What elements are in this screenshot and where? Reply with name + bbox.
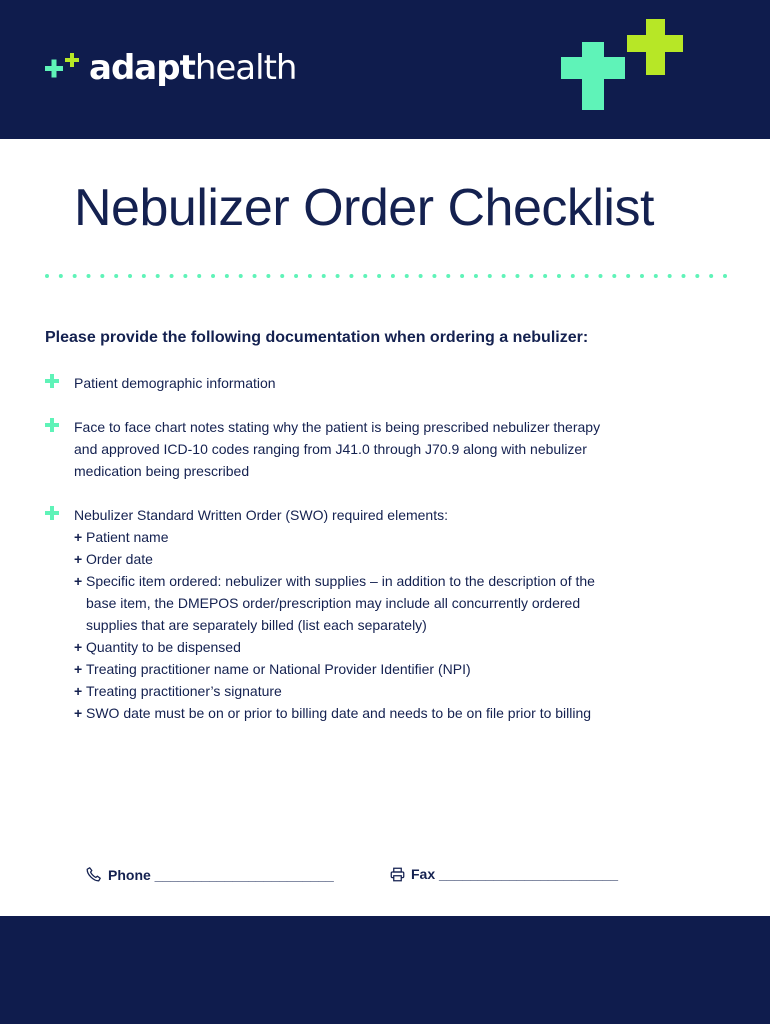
- divider-dot: [59, 274, 63, 278]
- divider-dot: [73, 274, 77, 278]
- phone-blank[interactable]: _______________________: [154, 866, 334, 883]
- text-line: base item, the DMEPOS order/prescription may include all concurrently ordered: [86, 595, 581, 611]
- dotted-divider: [45, 272, 727, 280]
- divider-dot: [446, 274, 450, 278]
- decorative-crosses-icon: [558, 16, 684, 112]
- sub-plus-icon: +: [74, 551, 83, 567]
- sub-plus-icon: +: [74, 573, 83, 589]
- checklist-item-text: [74, 416, 685, 482]
- fax-blank[interactable]: _______________________: [439, 866, 619, 882]
- footer-band: [0, 916, 770, 1024]
- divider-dot: [557, 274, 561, 278]
- divider-dot: [432, 274, 436, 278]
- divider-dot: [211, 274, 215, 278]
- divider-dot: [156, 274, 160, 278]
- divider-dot: [391, 274, 395, 278]
- divider-dot: [405, 274, 409, 278]
- divider-dot: [681, 274, 685, 278]
- divider-dot: [654, 274, 658, 278]
- list-item: [74, 570, 685, 636]
- checklist-item: [45, 416, 685, 482]
- logo-wordmark-bold: adapt: [89, 48, 195, 88]
- text-line: Specific item ordered: nebulizer with supplies – in addition to the description of the: [86, 573, 595, 589]
- sub-plus-icon: +: [74, 639, 83, 655]
- divider-dot: [170, 274, 174, 278]
- header-band: [0, 0, 770, 139]
- divider-dot: [308, 274, 312, 278]
- plus-icon: [45, 506, 59, 520]
- divider-dot: [266, 274, 270, 278]
- sub-plus-icon: +: [74, 705, 83, 721]
- divider-dot: [612, 274, 616, 278]
- fax-label: Fax: [411, 866, 436, 882]
- swo-heading: Nebulizer Standard Written Order (SWO) required elements:: [74, 507, 448, 523]
- divider-dot: [128, 274, 132, 278]
- divider-dot: [529, 274, 533, 278]
- text-line: Order date: [86, 551, 153, 567]
- divider-dot: [377, 274, 381, 278]
- plus-icon: [45, 374, 59, 388]
- divider-dot: [349, 274, 353, 278]
- divider-dot: [294, 274, 298, 278]
- list-item: [74, 548, 685, 570]
- checklist-item: [45, 372, 685, 394]
- page-title: Nebulizer Order Checklist: [74, 179, 654, 237]
- text-line: Treating practitioner name or National Provider Identifier (NPI): [86, 661, 471, 677]
- plus-icon: [45, 418, 59, 432]
- text-line: Patient name: [86, 529, 169, 545]
- text-line: Treating practitioner’s signature: [86, 683, 282, 699]
- divider-dot: [45, 274, 49, 278]
- adapthealth-logo: [45, 48, 296, 88]
- phone-field: [85, 866, 334, 883]
- divider-dot: [100, 274, 104, 278]
- intro-text: Please provide the following documentation when ordering a nebulizer:: [45, 329, 589, 346]
- divider-dot: [336, 274, 340, 278]
- list-item: [74, 526, 685, 548]
- divider-dot: [239, 274, 243, 278]
- phone-icon: [85, 866, 102, 883]
- checklist-item: [45, 504, 685, 724]
- divider-dot: [114, 274, 118, 278]
- divider-dot: [723, 274, 727, 278]
- printer-icon: [390, 867, 405, 882]
- divider-dot: [598, 274, 602, 278]
- divider-dot: [543, 274, 547, 278]
- divider-dot: [626, 274, 630, 278]
- divider-dot: [502, 274, 506, 278]
- sub-plus-icon: +: [74, 661, 83, 677]
- logo-wordmark-light: health: [194, 48, 297, 88]
- logo-wordmark: [89, 48, 296, 88]
- divider-dot: [695, 274, 699, 278]
- checklist-item-text: Patient demographic information: [74, 375, 276, 391]
- text-line: Quantity to be dispensed: [86, 639, 241, 655]
- divider-dot: [142, 274, 146, 278]
- phone-label: Phone: [108, 866, 151, 883]
- divider-dot: [640, 274, 644, 278]
- divider-dot: [363, 274, 367, 278]
- divider-dot: [322, 274, 326, 278]
- logo-crosses-icon: [45, 53, 83, 83]
- divider-dot: [668, 274, 672, 278]
- divider-dot: [253, 274, 257, 278]
- text-line: Face to face chart notes stating why the patient is being prescribed nebulizer therapy: [74, 419, 601, 435]
- divider-dot: [571, 274, 575, 278]
- divider-dot: [460, 274, 464, 278]
- checklist-item-text: [74, 504, 685, 724]
- divider-dot: [709, 274, 713, 278]
- divider-dot: [585, 274, 589, 278]
- divider-dot: [474, 274, 478, 278]
- list-item: [74, 636, 685, 658]
- list-item: [74, 658, 685, 680]
- fax-field: [390, 866, 618, 882]
- divider-dot: [515, 274, 519, 278]
- text-line: and approved ICD-10 codes ranging from J41.0 through J70.9 along with nebulizer: [74, 441, 587, 457]
- divider-dot: [488, 274, 492, 278]
- list-item: [74, 702, 685, 724]
- divider-dot: [183, 274, 187, 278]
- divider-dot: [280, 274, 284, 278]
- divider-dot: [419, 274, 423, 278]
- divider-dot: [87, 274, 91, 278]
- divider-dot: [225, 274, 229, 278]
- swo-elements-list: [74, 526, 685, 724]
- list-item: [74, 680, 685, 702]
- text-line: supplies that are separately billed (list each separately): [86, 617, 427, 633]
- text-line: SWO date must be on or prior to billing date and needs to be on file prior to billing: [86, 705, 592, 721]
- divider-dot: [197, 274, 201, 278]
- text-line: medication being prescribed: [74, 463, 250, 479]
- sub-plus-icon: +: [74, 683, 83, 699]
- sub-plus-icon: +: [74, 529, 83, 545]
